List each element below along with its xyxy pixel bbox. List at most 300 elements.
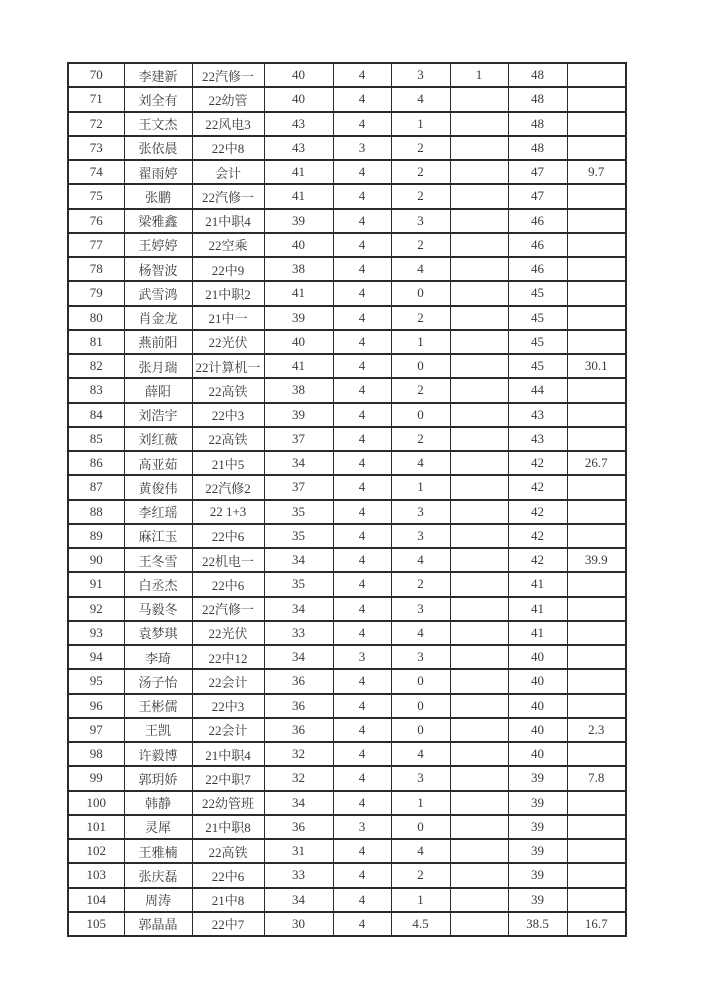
table-row — [68, 475, 626, 499]
table-cell: 84 — [68, 403, 124, 427]
table-cell: 102 — [68, 839, 124, 863]
table-cell: 1 — [391, 112, 450, 136]
table-cell — [567, 475, 626, 499]
table-cell: 104 — [68, 888, 124, 912]
table-cell: 高亚茹 — [124, 451, 192, 475]
table-cell: 4 — [333, 330, 391, 354]
table-cell — [450, 912, 508, 936]
table-cell: 王彬儒 — [124, 694, 192, 718]
table-cell: 4 — [391, 742, 450, 766]
table-cell: 4 — [333, 403, 391, 427]
table-cell: 40 — [264, 233, 333, 257]
table-cell: 4 — [333, 572, 391, 596]
table-cell — [450, 257, 508, 281]
table-cell — [450, 621, 508, 645]
table-row — [68, 184, 626, 208]
table-cell: 武雪鸿 — [124, 281, 192, 305]
table-cell: 36 — [264, 718, 333, 742]
table-cell: 74 — [68, 160, 124, 184]
table-cell: 83 — [68, 378, 124, 402]
table-cell — [450, 548, 508, 572]
table-cell: 22中6 — [192, 572, 264, 596]
table-cell: 42 — [508, 524, 567, 548]
table-cell: 22中6 — [192, 524, 264, 548]
table-cell: 79 — [68, 281, 124, 305]
table-cell: 90 — [68, 548, 124, 572]
table-cell: 101 — [68, 815, 124, 839]
table-cell: 会计 — [192, 160, 264, 184]
table-cell: 39 — [508, 839, 567, 863]
table-cell: 梁雅鑫 — [124, 209, 192, 233]
table-row — [68, 742, 626, 766]
table-cell: 22中9 — [192, 257, 264, 281]
table-row — [68, 330, 626, 354]
table-cell: 42 — [508, 548, 567, 572]
table-cell — [567, 87, 626, 111]
table-cell: 21中职2 — [192, 281, 264, 305]
table-cell: 4 — [333, 669, 391, 693]
table-cell: 37 — [264, 427, 333, 451]
table-cell: 0 — [391, 669, 450, 693]
table-cell: 王雅楠 — [124, 839, 192, 863]
table-cell: 35 — [264, 524, 333, 548]
table-cell: 40 — [508, 718, 567, 742]
table-row — [68, 63, 626, 87]
table-cell: 22中8 — [192, 136, 264, 160]
table-cell: 41 — [264, 184, 333, 208]
table-cell: 22中6 — [192, 863, 264, 887]
table-row — [68, 669, 626, 693]
table-cell: 45 — [508, 306, 567, 330]
table-cell: 30.1 — [567, 354, 626, 378]
table-cell: 35 — [264, 500, 333, 524]
table-cell: 4 — [391, 839, 450, 863]
table-cell: 38.5 — [508, 912, 567, 936]
table-cell: 3 — [333, 645, 391, 669]
table-cell: 38 — [264, 378, 333, 402]
table-cell: 9.7 — [567, 160, 626, 184]
table-cell — [450, 597, 508, 621]
table-cell — [450, 378, 508, 402]
table-cell: 89 — [68, 524, 124, 548]
table-cell: 4 — [333, 621, 391, 645]
table-cell: 4 — [333, 766, 391, 790]
table-cell: 麻江玉 — [124, 524, 192, 548]
table-cell: 21中职8 — [192, 815, 264, 839]
table-cell: 78 — [68, 257, 124, 281]
table-cell: 21中职4 — [192, 742, 264, 766]
table-cell — [450, 403, 508, 427]
table-cell: 105 — [68, 912, 124, 936]
table-cell: 22幼管 — [192, 87, 264, 111]
table-cell: 2 — [391, 136, 450, 160]
table-cell: 李红瑶 — [124, 500, 192, 524]
table-cell: 41 — [508, 572, 567, 596]
table-cell — [450, 791, 508, 815]
table-cell: 46 — [508, 233, 567, 257]
table-row — [68, 500, 626, 524]
table-cell: 36 — [264, 815, 333, 839]
table-cell: 4 — [333, 888, 391, 912]
table-row — [68, 694, 626, 718]
table-cell: 2.3 — [567, 718, 626, 742]
table-cell: 44 — [508, 378, 567, 402]
table-cell: 97 — [68, 718, 124, 742]
table-cell — [450, 500, 508, 524]
table-row — [68, 403, 626, 427]
table-cell: 70 — [68, 63, 124, 87]
table-cell: 0 — [391, 354, 450, 378]
table-cell: 1 — [391, 475, 450, 499]
table-cell: 3 — [391, 766, 450, 790]
table-cell: 100 — [68, 791, 124, 815]
table-cell — [450, 427, 508, 451]
table-row — [68, 378, 626, 402]
table-cell: 42 — [508, 475, 567, 499]
table-cell: 王凯 — [124, 718, 192, 742]
table-cell: 2 — [391, 863, 450, 887]
table-cell: 22会计 — [192, 718, 264, 742]
table-cell: 4 — [333, 694, 391, 718]
table-cell: 22光伏 — [192, 621, 264, 645]
table-row — [68, 888, 626, 912]
table-row — [68, 912, 626, 936]
table-cell — [450, 888, 508, 912]
table-cell — [450, 863, 508, 887]
table-cell: 22计算机一 — [192, 354, 264, 378]
table-cell — [450, 645, 508, 669]
table-row — [68, 136, 626, 160]
table-cell: 32 — [264, 766, 333, 790]
table-cell: 22汽修一 — [192, 63, 264, 87]
table-cell — [450, 209, 508, 233]
table-cell: 4 — [391, 548, 450, 572]
score-table — [67, 62, 627, 937]
table-cell: 93 — [68, 621, 124, 645]
table-cell — [450, 718, 508, 742]
table-cell: 80 — [68, 306, 124, 330]
table-cell — [567, 378, 626, 402]
table-cell — [567, 572, 626, 596]
table-row — [68, 281, 626, 305]
table-cell: 22汽修一 — [192, 597, 264, 621]
table-cell — [567, 63, 626, 87]
table-row — [68, 718, 626, 742]
table-cell: 34 — [264, 645, 333, 669]
table-cell: 43 — [508, 427, 567, 451]
table-row — [68, 621, 626, 645]
table-cell: 22光伏 — [192, 330, 264, 354]
table-cell: 22汽修一 — [192, 184, 264, 208]
table-cell: 1 — [450, 63, 508, 87]
table-cell — [450, 330, 508, 354]
table-cell: 3 — [333, 136, 391, 160]
table-cell: 48 — [508, 136, 567, 160]
table-cell — [567, 621, 626, 645]
table-cell: 3 — [391, 63, 450, 87]
table-row — [68, 863, 626, 887]
table-cell — [450, 112, 508, 136]
table-cell: 袁梦琪 — [124, 621, 192, 645]
table-cell: 许毅博 — [124, 742, 192, 766]
table-cell: 42 — [508, 451, 567, 475]
table-cell — [567, 233, 626, 257]
table-cell — [450, 451, 508, 475]
table-cell: 22高铁 — [192, 427, 264, 451]
table-cell: 39 — [508, 815, 567, 839]
table-cell: 94 — [68, 645, 124, 669]
table-cell: 22中7 — [192, 912, 264, 936]
table-cell: 4 — [333, 863, 391, 887]
table-cell: 22高铁 — [192, 839, 264, 863]
table-cell: 22中12 — [192, 645, 264, 669]
table-row — [68, 427, 626, 451]
table-cell: 1 — [391, 330, 450, 354]
table-cell — [567, 645, 626, 669]
table-cell: 36 — [264, 669, 333, 693]
table-cell: 40 — [508, 669, 567, 693]
table-cell — [567, 863, 626, 887]
table-cell — [450, 669, 508, 693]
table-cell: 40 — [508, 742, 567, 766]
table-cell: 张鹏 — [124, 184, 192, 208]
table-cell — [567, 669, 626, 693]
table-cell: 71 — [68, 87, 124, 111]
table-cell: 肖金龙 — [124, 306, 192, 330]
table-cell: 92 — [68, 597, 124, 621]
table-cell: 4 — [333, 427, 391, 451]
table-cell: 34 — [264, 597, 333, 621]
table-cell: 43 — [264, 136, 333, 160]
table-cell: 34 — [264, 451, 333, 475]
table-cell: 张庆磊 — [124, 863, 192, 887]
table-cell — [450, 572, 508, 596]
table-cell: 4 — [333, 233, 391, 257]
table-cell — [567, 184, 626, 208]
table-row — [68, 233, 626, 257]
table-cell: 郭晶晶 — [124, 912, 192, 936]
table-cell: 王文杰 — [124, 112, 192, 136]
table-cell — [567, 403, 626, 427]
table-cell: 103 — [68, 863, 124, 887]
table-cell: 4 — [333, 112, 391, 136]
table-cell — [567, 791, 626, 815]
table-cell: 张月瑞 — [124, 354, 192, 378]
table-cell: 38 — [264, 257, 333, 281]
table-cell — [450, 233, 508, 257]
table-cell: 47 — [508, 160, 567, 184]
table-row — [68, 839, 626, 863]
table-row — [68, 306, 626, 330]
table-row — [68, 112, 626, 136]
table-cell: 3 — [333, 815, 391, 839]
table-cell: 周涛 — [124, 888, 192, 912]
table-cell: 0 — [391, 815, 450, 839]
table-cell: 39 — [264, 209, 333, 233]
table-cell: 王冬雪 — [124, 548, 192, 572]
table-cell: 41 — [264, 281, 333, 305]
table-cell — [567, 500, 626, 524]
table-cell: 4 — [333, 87, 391, 111]
table-row — [68, 791, 626, 815]
table-cell: 2 — [391, 160, 450, 184]
table-cell: 22空乘 — [192, 233, 264, 257]
table-cell — [450, 160, 508, 184]
table-cell: 4 — [333, 160, 391, 184]
table-cell: 22中3 — [192, 694, 264, 718]
table-cell: 4 — [333, 184, 391, 208]
table-cell: 2 — [391, 306, 450, 330]
table-row — [68, 645, 626, 669]
table-cell: 3 — [391, 645, 450, 669]
table-cell: 燕前阳 — [124, 330, 192, 354]
table-cell — [450, 766, 508, 790]
table-cell — [450, 281, 508, 305]
table-cell: 41 — [264, 354, 333, 378]
table-cell: 李建新 — [124, 63, 192, 87]
table-cell: 37 — [264, 475, 333, 499]
table-cell: 40 — [264, 63, 333, 87]
table-cell — [567, 694, 626, 718]
table-cell: 郭玥娇 — [124, 766, 192, 790]
table-row — [68, 87, 626, 111]
table-cell — [567, 330, 626, 354]
table-cell — [450, 839, 508, 863]
table-cell: 26.7 — [567, 451, 626, 475]
table-cell: 41 — [264, 160, 333, 184]
table-cell: 马毅冬 — [124, 597, 192, 621]
table-cell: 16.7 — [567, 912, 626, 936]
table-cell: 99 — [68, 766, 124, 790]
table-cell — [567, 209, 626, 233]
table-cell: 21中职4 — [192, 209, 264, 233]
table-cell: 88 — [68, 500, 124, 524]
table-row — [68, 257, 626, 281]
table-cell: 张依晨 — [124, 136, 192, 160]
table-cell: 35 — [264, 572, 333, 596]
table-cell: 42 — [508, 500, 567, 524]
score-table-body — [68, 63, 626, 936]
table-cell: 39 — [508, 888, 567, 912]
table-row — [68, 815, 626, 839]
table-cell — [567, 281, 626, 305]
table-cell: 4 — [333, 500, 391, 524]
table-cell: 21中8 — [192, 888, 264, 912]
table-cell: 22 1+3 — [192, 500, 264, 524]
table-cell: 75 — [68, 184, 124, 208]
table-cell: 22中3 — [192, 403, 264, 427]
table-row — [68, 209, 626, 233]
table-row — [68, 548, 626, 572]
table-cell: 34 — [264, 548, 333, 572]
table-cell: 4 — [333, 378, 391, 402]
table-cell: 4 — [333, 451, 391, 475]
table-cell: 82 — [68, 354, 124, 378]
table-cell: 4 — [333, 475, 391, 499]
table-cell: 3 — [391, 500, 450, 524]
table-cell: 1 — [391, 888, 450, 912]
table-cell: 4.5 — [391, 912, 450, 936]
table-cell: 43 — [508, 403, 567, 427]
table-cell: 3 — [391, 524, 450, 548]
table-cell: 4 — [333, 718, 391, 742]
table-cell: 4 — [333, 63, 391, 87]
table-cell: 40 — [264, 87, 333, 111]
table-cell: 1 — [391, 791, 450, 815]
table-row — [68, 160, 626, 184]
table-cell: 32 — [264, 742, 333, 766]
table-cell: 黄俊伟 — [124, 475, 192, 499]
table-cell — [567, 815, 626, 839]
table-cell — [450, 742, 508, 766]
table-cell: 34 — [264, 888, 333, 912]
table-cell: 刘浩宇 — [124, 403, 192, 427]
table-cell: 40 — [264, 330, 333, 354]
table-cell — [450, 815, 508, 839]
table-cell: 4 — [391, 87, 450, 111]
table-cell: 21中一 — [192, 306, 264, 330]
table-cell: 31 — [264, 839, 333, 863]
table-cell: 40 — [508, 645, 567, 669]
table-cell: 81 — [68, 330, 124, 354]
table-cell: 46 — [508, 209, 567, 233]
table-cell: 4 — [333, 791, 391, 815]
table-cell: 李琦 — [124, 645, 192, 669]
table-cell: 22风电3 — [192, 112, 264, 136]
table-cell — [450, 306, 508, 330]
table-cell — [450, 694, 508, 718]
table-row — [68, 451, 626, 475]
table-cell: 汤子怡 — [124, 669, 192, 693]
table-cell: 4 — [391, 451, 450, 475]
table-cell — [567, 136, 626, 160]
table-cell — [450, 184, 508, 208]
table-cell: 2 — [391, 233, 450, 257]
table-cell: 刘红薇 — [124, 427, 192, 451]
table-cell: 43 — [264, 112, 333, 136]
table-cell: 4 — [333, 281, 391, 305]
table-cell: 73 — [68, 136, 124, 160]
table-cell: 98 — [68, 742, 124, 766]
table-cell: 杨智波 — [124, 257, 192, 281]
table-cell: 45 — [508, 354, 567, 378]
table-cell: 22中职7 — [192, 766, 264, 790]
table-cell — [567, 742, 626, 766]
table-cell: 刘全有 — [124, 87, 192, 111]
table-cell: 85 — [68, 427, 124, 451]
table-cell: 21中5 — [192, 451, 264, 475]
table-cell: 4 — [333, 597, 391, 621]
table-cell: 4 — [333, 306, 391, 330]
table-cell: 翟雨婷 — [124, 160, 192, 184]
table-cell — [450, 354, 508, 378]
table-cell — [567, 257, 626, 281]
table-cell: 4 — [333, 354, 391, 378]
table-cell: 76 — [68, 209, 124, 233]
table-cell: 72 — [68, 112, 124, 136]
table-cell: 22幼管班 — [192, 791, 264, 815]
table-row — [68, 524, 626, 548]
table-cell: 2 — [391, 572, 450, 596]
table-cell: 22汽修2 — [192, 475, 264, 499]
table-cell: 4 — [333, 839, 391, 863]
table-cell — [567, 306, 626, 330]
table-cell — [450, 87, 508, 111]
table-cell: 39.9 — [567, 548, 626, 572]
table-cell — [450, 475, 508, 499]
table-row — [68, 597, 626, 621]
table-cell: 96 — [68, 694, 124, 718]
